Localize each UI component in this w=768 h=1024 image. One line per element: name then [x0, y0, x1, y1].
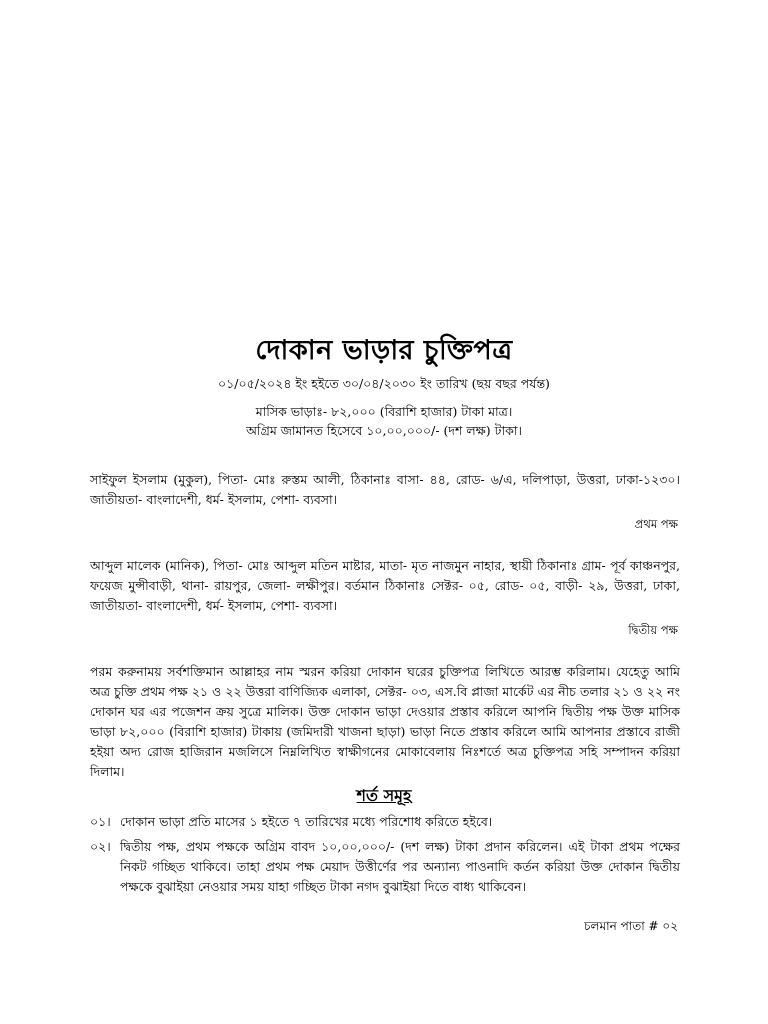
term-item [90, 812, 680, 832]
term-text: দোকান ভাড়া প্রতি মাসের ১ হইতে ৭ তারিখের মধ্যে পরিশোধ করিতে হইবে। [120, 814, 493, 829]
terms-heading [0, 783, 768, 810]
agreement-period: ০১/০৫/২০২৪ ইং হইতে ৩০/০৪/২০৩০ ইং তারিখ (ছয় বছর পর্যন্ত) [218, 376, 550, 391]
second-party-label: দ্বিতীয় পক্ষ [628, 623, 678, 637]
preamble-paragraph: পরম করুনাময় সর্বশক্তিমান আল্লাহর নাম স্মরন করিয়া দোকান ঘরের চুক্তিপত্র লিখিতে আরম্ভ করিলাম। যেহেতু আমি অত্র চুক্তি প্রথম পক্ষ ২১ ও ২২ উত্তরা বাণিজ্যিক এলাকা, সেক্টর- ০৩, এস.বি প্লাজা মার্কেট এর নীচ তলার ২১ ও ২২ নং দোকান ঘর এর পজেশন ক্রয় সুত্রে মালিক। উক্ত দোকান ভাড়া দেওয়ার প্রস্তাব করিলে আপনি দ্বিতীয় পক্ষ উক্ত মাসিক ভাড়া ৮২,০০০ (বিরাশি হাজার) টাকায় (জমিদারী খাজনা ছাড়া) ভাড়া নিতে প্রস্তাব করিলে আমি আপনার প্রস্তাবে রাজী হইয়া অদ্য রোজ হাজিরান মজলিসে নিম্নলিখিত স্বাক্ষীগনের মোকাবেলায় নিঃশর্তে অত্র চুক্তিপত্র সহি সম্পাদন করিয়া দিলাম। [90, 664, 680, 779]
term-text: দ্বিতীয় পক্ষ, প্রথম পক্ষকে অগ্রিম বাবদ ১০,০০,০০০/- (দশ লক্ষ) টাকা প্রদান করিলেন। এই টাকা প্রথম পক্ষের নিকট গচ্ছিত থাকিবে। তাহা প্রথম পক্ষ মেয়াদ উত্তীর্ণের পর অন্যান্য পাওনাদি কর্তন করিয়া উক্ত দোকান দ্বিতীয় পক্ষকে বুঝাইয়া নেওয়ার সময় যাহা গচ্ছিত টাকা নগদ বুঝাইয়া দিতে বাধ্য থাকিবেন। [120, 839, 680, 894]
second-party-details: আব্দুল মালেক (মানিক), পিতা- মোঃ আব্দুল মতিন মাষ্টার, মাতা- মৃত নাজমুন নাহার, স্থায়ী ঠিকানাঃ গ্রাম- পূর্ব কাঞ্চনপুর, ফয়েজ মুন্সীবাড়ী, থানা- রায়পুর, জেলা- লক্ষীপুর। বর্তমান ঠিকানাঃ সেক্টর- ০৫, রোড- ০৫, বাড়ী- ২৯, উত্তরা, ঢাকা, জাতীয়তা- বাংলাদেশী, ধর্ম- ইসলাম, পেশা- ব্যবসা। [90, 558, 680, 613]
first-party-details: সাইফুল ইসলাম (মুকুল), পিতা- মোঃ রুস্তম আলী, ঠিকানাঃ বাসা- ৪৪, রোড- ৬/এ, দলিপাড়া, উত্তরা, ঢাকা-১২৩০। জাতীয়তা- বাংলাদেশী, ধর্ম- ইসলাম, পেশা- ব্যবসা। [90, 472, 680, 507]
term-number: ০২। [90, 839, 111, 854]
continuation-footer: চলমান পাতা # ০২ [584, 919, 678, 933]
first-party-label: প্রথম পক্ষ [634, 517, 678, 531]
monthly-rent: মাসিক ভাড়াঃ- ৮২,০০০ (বিরাশি হাজার) টাকা মাত্র। [255, 404, 513, 419]
page-title: দোকান ভাড়ার চুক্তিপত্র [255, 335, 513, 366]
term-number: ০১। [90, 814, 111, 829]
terms-heading-text: শর্ত সমূহ [356, 786, 412, 805]
term-item [90, 837, 680, 897]
security-deposit: অগ্রিম জামানত হিসেবে ১০,০০,০০০/- (দশ লক্ষ) টাকা। [246, 423, 522, 438]
